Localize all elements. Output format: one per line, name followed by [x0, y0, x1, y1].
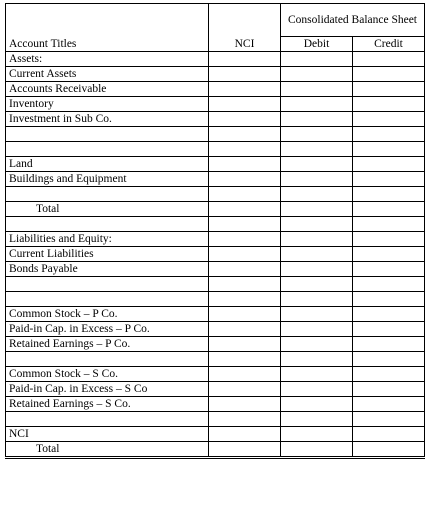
nci-cell[interactable] — [209, 97, 281, 112]
debit-cell[interactable] — [281, 412, 353, 427]
account-title-cell: Paid-in Cap. in Excess – S Co — [6, 382, 209, 397]
credit-cell[interactable] — [353, 142, 425, 157]
table-row — [6, 367, 425, 382]
debit-cell[interactable] — [281, 67, 353, 82]
nci-cell[interactable] — [209, 322, 281, 337]
table-row — [6, 412, 425, 427]
account-title-cell: Inventory — [6, 97, 209, 112]
account-title-cell: Common Stock – P Co. — [6, 307, 209, 322]
table-row — [6, 127, 425, 142]
nci-cell[interactable] — [209, 292, 281, 307]
credit-cell[interactable] — [353, 127, 425, 142]
nci-cell[interactable] — [209, 247, 281, 262]
nci-cell[interactable] — [209, 142, 281, 157]
balance-sheet-table — [5, 3, 425, 459]
credit-cell[interactable] — [353, 277, 425, 292]
table-row — [6, 277, 425, 292]
account-title-cell — [6, 277, 209, 292]
table-row — [6, 382, 425, 397]
account-title-cell: Current Assets — [6, 67, 209, 82]
nci-cell[interactable] — [209, 127, 281, 142]
credit-cell[interactable] — [353, 397, 425, 412]
table-row — [6, 172, 425, 187]
credit-cell[interactable] — [353, 112, 425, 127]
nci-cell[interactable] — [209, 427, 281, 442]
credit-cell[interactable] — [353, 442, 425, 458]
debit-cell[interactable] — [281, 442, 353, 458]
nci-cell[interactable] — [209, 367, 281, 382]
table-row — [6, 67, 425, 82]
account-title-cell: Assets: — [6, 52, 209, 67]
account-title-cell: Bonds Payable — [6, 262, 209, 277]
account-title-cell — [6, 412, 209, 427]
account-title-cell: Total — [6, 202, 209, 217]
credit-cell[interactable] — [353, 67, 425, 82]
account-title-cell — [6, 352, 209, 367]
consolidated-balance-sheet-header: Consolidated Balance Sheet — [281, 4, 425, 37]
table-row — [6, 112, 425, 127]
debit-cell[interactable] — [281, 397, 353, 412]
nci-cell[interactable] — [209, 157, 281, 172]
debit-cell[interactable] — [281, 382, 353, 397]
credit-cell[interactable] — [353, 202, 425, 217]
credit-cell[interactable] — [353, 52, 425, 67]
table-row — [6, 307, 425, 322]
credit-cell[interactable] — [353, 187, 425, 202]
header-group-row — [6, 4, 425, 37]
account-title-cell — [6, 142, 209, 157]
nci-cell[interactable] — [209, 382, 281, 397]
debit-cell[interactable] — [281, 262, 353, 277]
nci-column-header: NCI — [209, 4, 281, 52]
nci-cell[interactable] — [209, 217, 281, 232]
account-title-cell: Total — [6, 442, 209, 458]
credit-cell[interactable] — [353, 82, 425, 97]
debit-cell[interactable] — [281, 367, 353, 382]
account-title-cell — [6, 187, 209, 202]
nci-cell[interactable] — [209, 187, 281, 202]
nci-cell[interactable] — [209, 232, 281, 247]
debit-cell[interactable] — [281, 112, 353, 127]
nci-cell[interactable] — [209, 397, 281, 412]
credit-cell[interactable] — [353, 172, 425, 187]
debit-cell[interactable] — [281, 277, 353, 292]
nci-cell[interactable] — [209, 277, 281, 292]
table-row — [6, 352, 425, 367]
debit-cell[interactable] — [281, 82, 353, 97]
table-row — [6, 337, 425, 352]
nci-cell[interactable] — [209, 262, 281, 277]
account-title-cell — [6, 217, 209, 232]
debit-cell[interactable] — [281, 292, 353, 307]
credit-cell[interactable] — [353, 427, 425, 442]
debit-cell[interactable] — [281, 322, 353, 337]
account-titles-header: Account Titles — [6, 4, 209, 52]
table-row — [6, 262, 425, 277]
credit-cell[interactable] — [353, 412, 425, 427]
debit-cell[interactable] — [281, 127, 353, 142]
table-row — [6, 247, 425, 262]
table-row — [6, 217, 425, 232]
credit-cell[interactable] — [353, 322, 425, 337]
worksheet-body — [6, 52, 425, 458]
debit-cell[interactable] — [281, 352, 353, 367]
nci-cell[interactable] — [209, 337, 281, 352]
table-row — [6, 292, 425, 307]
debit-cell[interactable] — [281, 202, 353, 217]
credit-cell[interactable] — [353, 247, 425, 262]
consolidation-worksheet — [5, 3, 424, 459]
table-row — [6, 157, 425, 172]
account-title-cell: Paid-in Cap. in Excess – P Co. — [6, 322, 209, 337]
credit-cell[interactable] — [353, 262, 425, 277]
credit-cell[interactable] — [353, 232, 425, 247]
debit-column-header: Debit — [281, 37, 353, 52]
nci-cell[interactable] — [209, 172, 281, 187]
table-row — [6, 427, 425, 442]
debit-cell[interactable] — [281, 187, 353, 202]
debit-cell[interactable] — [281, 217, 353, 232]
nci-cell[interactable] — [209, 307, 281, 322]
account-title-cell: Accounts Receivable — [6, 82, 209, 97]
table-row — [6, 322, 425, 337]
table-row — [6, 202, 425, 217]
table-row — [6, 82, 425, 97]
credit-cell[interactable] — [353, 217, 425, 232]
debit-cell[interactable] — [281, 172, 353, 187]
table-row — [6, 52, 425, 67]
nci-cell[interactable] — [209, 52, 281, 67]
credit-cell[interactable] — [353, 97, 425, 112]
table-row — [6, 397, 425, 412]
debit-cell[interactable] — [281, 97, 353, 112]
account-title-cell: Common Stock – S Co. — [6, 367, 209, 382]
debit-cell[interactable] — [281, 337, 353, 352]
debit-cell[interactable] — [281, 232, 353, 247]
nci-cell[interactable] — [209, 412, 281, 427]
nci-cell[interactable] — [209, 82, 281, 97]
table-row — [6, 97, 425, 112]
nci-cell[interactable] — [209, 67, 281, 82]
account-title-cell — [6, 127, 209, 142]
debit-cell[interactable] — [281, 427, 353, 442]
account-title-cell: Retained Earnings – S Co. — [6, 397, 209, 412]
account-title-cell: Retained Earnings – P Co. — [6, 337, 209, 352]
nci-cell[interactable] — [209, 442, 281, 458]
table-row — [6, 232, 425, 247]
credit-cell[interactable] — [353, 382, 425, 397]
credit-column-header: Credit — [353, 37, 425, 52]
table-row — [6, 142, 425, 157]
debit-cell[interactable] — [281, 142, 353, 157]
account-title-cell: NCI — [6, 427, 209, 442]
credit-cell[interactable] — [353, 157, 425, 172]
nci-cell[interactable] — [209, 202, 281, 217]
nci-cell[interactable] — [209, 352, 281, 367]
credit-cell[interactable] — [353, 337, 425, 352]
account-title-cell: Liabilities and Equity: — [6, 232, 209, 247]
credit-cell[interactable] — [353, 352, 425, 367]
nci-cell[interactable] — [209, 112, 281, 127]
debit-cell[interactable] — [281, 157, 353, 172]
table-row — [6, 187, 425, 202]
debit-cell[interactable] — [281, 52, 353, 67]
credit-cell[interactable] — [353, 307, 425, 322]
account-title-cell: Buildings and Equipment — [6, 172, 209, 187]
debit-cell[interactable] — [281, 247, 353, 262]
account-title-cell: Land — [6, 157, 209, 172]
account-title-cell: Investment in Sub Co. — [6, 112, 209, 127]
credit-cell[interactable] — [353, 292, 425, 307]
account-title-cell — [6, 292, 209, 307]
table-row — [6, 442, 425, 458]
credit-cell[interactable] — [353, 367, 425, 382]
debit-cell[interactable] — [281, 307, 353, 322]
account-title-cell: Current Liabilities — [6, 247, 209, 262]
